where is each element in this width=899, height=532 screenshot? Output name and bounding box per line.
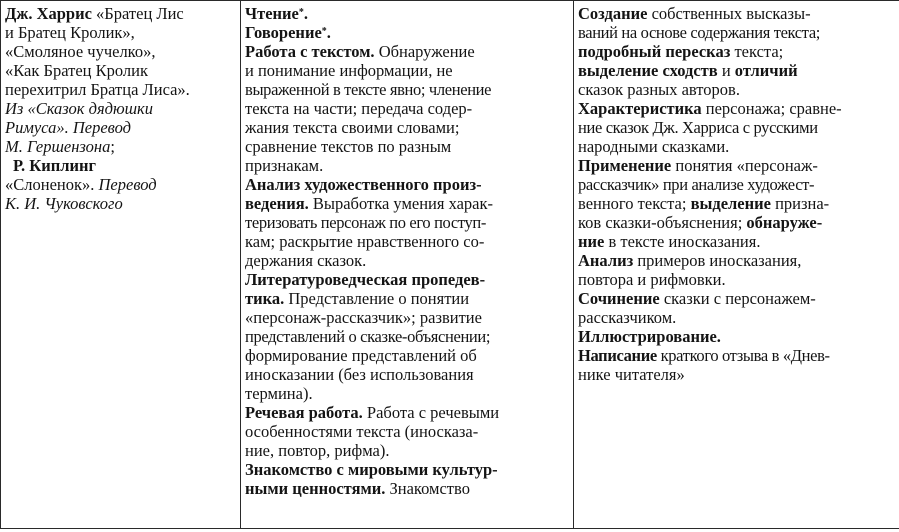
activity-heading: отличий xyxy=(734,61,798,80)
text-line xyxy=(578,251,899,270)
text-line: особенностями текста (иносказа- xyxy=(245,422,479,441)
punctuation: ; xyxy=(110,137,115,156)
text-line: и Братец Кролик», xyxy=(5,23,135,42)
author-kipling: Р. Киплинг xyxy=(13,156,97,175)
section-heading: тика. xyxy=(245,289,285,308)
text-line xyxy=(245,194,569,213)
translator-name: М. Гершензона xyxy=(5,137,111,156)
text-line: текста на части; передача содер- xyxy=(245,99,473,118)
text-line xyxy=(578,99,899,118)
text-line xyxy=(578,346,899,365)
text-line xyxy=(578,42,899,61)
section-speaking xyxy=(245,23,569,42)
text-run: сказки с персонажем- xyxy=(659,289,816,308)
text-line: повтора и рифмовки. xyxy=(578,270,726,289)
text-line xyxy=(5,175,236,194)
text-line: жания текста своими словами; xyxy=(245,118,460,137)
text-run: Знакомство xyxy=(385,479,470,498)
punctuation: . xyxy=(303,4,308,23)
activity-heading: Анализ xyxy=(578,251,634,270)
text-run: Выработка умения харак- xyxy=(308,194,494,213)
text-run: в тексте иносказания. xyxy=(604,232,761,251)
text-line xyxy=(578,156,899,175)
text-line xyxy=(5,4,236,23)
text-line xyxy=(578,4,899,23)
section-heading: Говорение xyxy=(245,23,322,42)
text-line: признакам. xyxy=(245,156,324,175)
text-run: Обнаружение xyxy=(374,42,475,61)
text-line xyxy=(578,194,899,213)
text-line xyxy=(578,61,899,80)
text-line: нике читателя» xyxy=(578,365,685,384)
activity-heading: подробный пересказ xyxy=(578,42,731,61)
activity-heading: Создание xyxy=(578,4,648,23)
text-line: держания сказок. xyxy=(245,251,367,270)
text-line xyxy=(245,42,569,61)
section-heading: Речевая работа. xyxy=(245,403,363,422)
text-line: и понимание информации, не xyxy=(245,61,453,80)
text-line xyxy=(245,479,569,498)
text-line: ние сказок Дж. Харриса с русскими xyxy=(578,118,818,137)
section-heading: Чтение xyxy=(245,4,299,23)
text-run: и xyxy=(717,61,735,80)
section-reading xyxy=(245,4,569,23)
punctuation: . xyxy=(326,23,331,42)
work-title: «Слоненок». xyxy=(5,175,99,194)
translator-name: К. И. Чуковского xyxy=(5,194,123,213)
section-heading: Знакомство с мировыми культур- xyxy=(245,460,498,479)
section-heading: Литературоведческая пропедев- xyxy=(245,270,486,289)
text-line xyxy=(578,232,899,251)
section-heading: ведения. xyxy=(245,194,309,213)
text-line xyxy=(245,289,569,308)
activities-cell xyxy=(574,1,899,529)
text-line: термина). xyxy=(245,384,313,403)
works-cell xyxy=(1,1,241,529)
table-row xyxy=(1,1,899,529)
activity-heading: Применение xyxy=(578,156,672,175)
work-title: «Братец Лис xyxy=(91,4,184,23)
text-run: собственных высказы- xyxy=(647,4,811,23)
translation-note: Перевод xyxy=(98,175,157,194)
text-line xyxy=(578,213,899,232)
activity-heading: Характеристика xyxy=(578,99,702,118)
translation-note: Из «Сказок дядюшки xyxy=(5,99,154,118)
section-heading: Анализ художественного произ- xyxy=(245,175,482,194)
section-heading: ными ценностями. xyxy=(245,479,386,498)
text-run: Представление о понятии xyxy=(284,289,470,308)
activity-heading: обнаруже- xyxy=(746,213,823,232)
text-line: формирование представлений об xyxy=(245,346,477,365)
text-run: Работа с речевыми xyxy=(362,403,500,422)
section-heading: Работа с текстом. xyxy=(245,42,375,61)
text-line: выраженной в тексте явно; членение xyxy=(245,80,492,99)
author-harris: Дж. Харрис xyxy=(5,4,92,23)
text-line xyxy=(245,403,569,422)
activity-heading: Иллюстрирование. xyxy=(578,327,721,346)
content-cell xyxy=(241,1,574,529)
text-line: рассказчик» при анализе художест- xyxy=(578,175,815,194)
text-run: венного текста; xyxy=(578,194,691,213)
text-line: сравнение текстов по разным xyxy=(245,137,452,156)
text-line: сказок разных авторов. xyxy=(578,80,740,99)
text-line: иносказании (без использования xyxy=(245,365,474,384)
text-line: рассказчиком. xyxy=(578,308,677,327)
text-run: ков сказки-объяснения; xyxy=(578,213,747,232)
text-line: народными сказками. xyxy=(578,137,730,156)
text-line: ваний на основе содержания текста; xyxy=(578,23,821,42)
text-run: призна- xyxy=(770,194,830,213)
text-run: краткого отзыва в «Днев- xyxy=(656,346,830,365)
text-line xyxy=(5,137,236,156)
activity-heading: ние xyxy=(578,232,605,251)
text-run: текста; xyxy=(730,42,784,61)
text-line: «Как Братец Кролик xyxy=(5,61,148,80)
text-line: теризовать персонаж по его поступ- xyxy=(245,213,487,232)
footnote-mark: * xyxy=(298,7,304,18)
translation-note: Римуса». Перевод xyxy=(5,118,131,137)
text-run: персонажа; сравне- xyxy=(701,99,842,118)
text-line: «Смоляное чучелко», xyxy=(5,42,156,61)
footnote-mark: * xyxy=(321,26,327,37)
text-line: перехитрил Братца Лиса». xyxy=(5,80,190,99)
activity-heading: выделение xyxy=(690,194,771,213)
activity-heading: Сочинение xyxy=(578,289,660,308)
text-line: «персонаж-рассказчик»; развитие xyxy=(245,308,482,327)
activity-heading: Написание xyxy=(578,346,657,365)
activity-heading: выделение сходств xyxy=(578,61,718,80)
text-line xyxy=(578,289,899,308)
text-line: представлений о сказке-объяснении; xyxy=(245,327,491,346)
text-run: понятия «персонаж- xyxy=(671,156,818,175)
text-run: примеров иносказания, xyxy=(633,251,802,270)
text-line: ние, повтор, рифма). xyxy=(245,441,390,460)
text-line: кам; раскрытие нравственного со- xyxy=(245,232,485,251)
